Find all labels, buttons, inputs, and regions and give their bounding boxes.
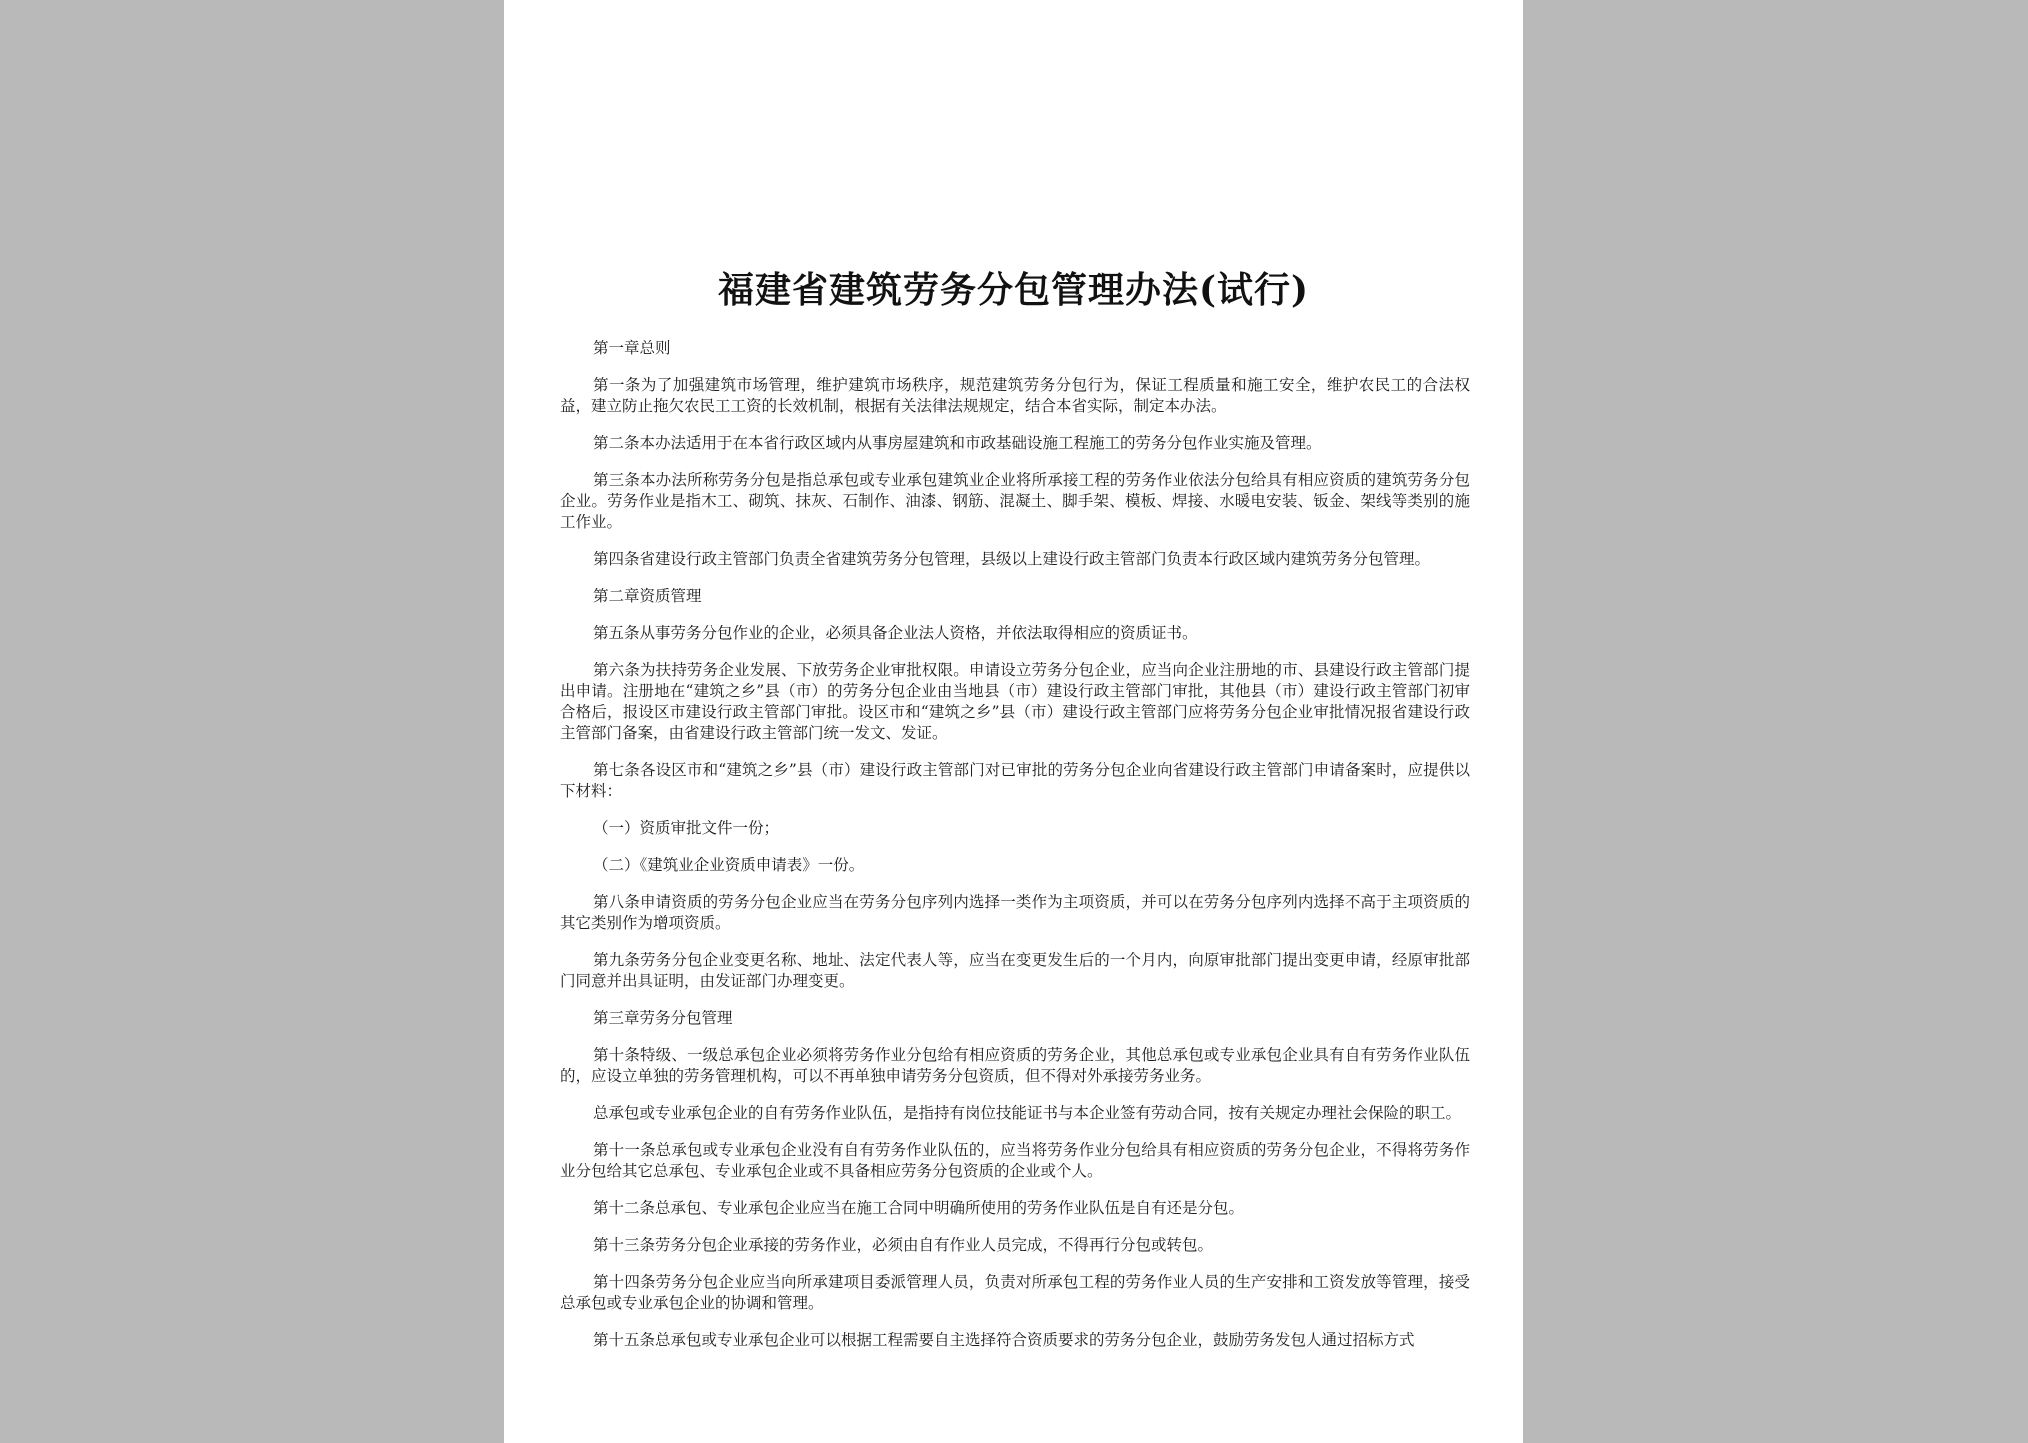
article-paragraph: 第七条各设区市和“建筑之乡”县（市）建设行政主管部门对已审批的劳务分包企业向省建设行政主管部门申请备案时，应提供以下材料： [560, 761, 1470, 800]
article-paragraph: 第十三条劳务分包企业承接的劳务作业，必须由自有作业人员完成，不得再行分包或转包。 [593, 1236, 1214, 1254]
article-paragraph: 第四条省建设行政主管部门负责全省建筑劳务分包管理，县级以上建设行政主管部门负责本行政区域内建筑劳务分包管理。 [593, 550, 1431, 568]
chapter-heading: 第二章资质管理 [593, 587, 702, 605]
chapter-heading: 第一章总则 [593, 339, 671, 357]
article-paragraph: 第一条为了加强建筑市场管理，维护建筑市场秩序，规范建筑劳务分包行为，保证工程质量和施工安全，维护农民工的合法权益，建立防止拖欠农民工工资的长效机制，根据有关法律法规规定，结合本省实际，制定本办法。 [560, 376, 1470, 415]
article-paragraph: 第六条为扶持劳务企业发展、下放劳务企业审批权限。申请设立劳务分包企业，应当向企业注册地的市、县建设行政主管部门提出申请。注册地在“建筑之乡”县（市）的劳务分包企业由当地县（市）建设行政主管部门审批，其他县（市）建设行政主管部门初审合格后，报设区市建设行政主管部门审批。设区市和“建筑之乡”县（市）建设行政主管部门应将劳务分包企业审批情况报省建设行政主管部门备案，由省建设行政主管部门统一发文、发证。 [560, 661, 1470, 742]
document-title: 福建省建筑劳务分包管理办法(试行) [717, 269, 1310, 311]
article-paragraph: 第八条申请资质的劳务分包企业应当在劳务分包序列内选择一类作为主项资质，并可以在劳务分包序列内选择不高于主项资质的其它类别作为增项资质。 [560, 893, 1470, 932]
article-paragraph: 第十一条总承包或专业承包企业没有自有劳务作业队伍的，应当将劳务作业分包给具有相应资质的劳务分包企业，不得将劳务作业分包给其它总承包、专业承包企业或不具备相应劳务分包资质的企业或个人。 [560, 1141, 1470, 1180]
article-paragraph: 第十四条劳务分包企业应当向所承建项目委派管理人员，负责对所承包工程的劳务作业人员的生产安排和工资发放等管理，接受总承包或专业承包企业的协调和管理。 [560, 1273, 1470, 1312]
article-paragraph: 第五条从事劳务分包作业的企业，必须具备企业法人资格，并依法取得相应的资质证书。 [593, 624, 1198, 642]
article-paragraph: 第十二条总承包、专业承包企业应当在施工合同中明确所使用的劳务作业队伍是自有还是分包。 [593, 1199, 1245, 1217]
list-item: （二）《建筑业企业资质申请表》一份。 [593, 856, 865, 874]
article-paragraph: 总承包或专业承包企业的自有劳务作业队伍，是指持有岗位技能证书与本企业签有劳动合同，按有关规定办理社会保险的职工。 [593, 1104, 1462, 1122]
article-paragraph: 第九条劳务分包企业变更名称、地址、法定代表人等，应当在变更发生后的一个月内，向原审批部门提出变更申请，经原审批部门同意并出具证明，由发证部门办理变更。 [560, 951, 1470, 990]
article-paragraph: 第十条特级、一级总承包企业必须将劳务作业分包给有相应资质的劳务企业，其他总承包或专业承包企业具有自有劳务作业队伍的，应设立单独的劳务管理机构，可以不再单独申请劳务分包资质，但不得对外承接劳务业务。 [560, 1046, 1470, 1085]
document-body [560, 338, 1470, 1367]
document-page [504, 0, 1523, 1443]
list-item: （一）资质审批文件一份； [593, 819, 780, 837]
article-paragraph: 第三条本办法所称劳务分包是指总承包或专业承包建筑业企业将所承接工程的劳务作业依法分包给具有相应资质的建筑劳务分包企业。劳务作业是指木工、砌筑、抹灰、石制作、油漆、钢筋、混凝土、脚手架、模板、焊接、水暖电安装、钣金、架线等类别的施工作业。 [560, 471, 1470, 531]
chapter-heading: 第三章劳务分包管理 [593, 1009, 733, 1027]
article-paragraph: 第十五条总承包或专业承包企业可以根据工程需要自主选择符合资质要求的劳务分包企业，鼓励劳务发包人通过招标方式 [593, 1331, 1415, 1349]
article-paragraph: 第二条本办法适用于在本省行政区域内从事房屋建筑和市政基础设施工程施工的劳务分包作业实施及管理。 [593, 434, 1322, 452]
